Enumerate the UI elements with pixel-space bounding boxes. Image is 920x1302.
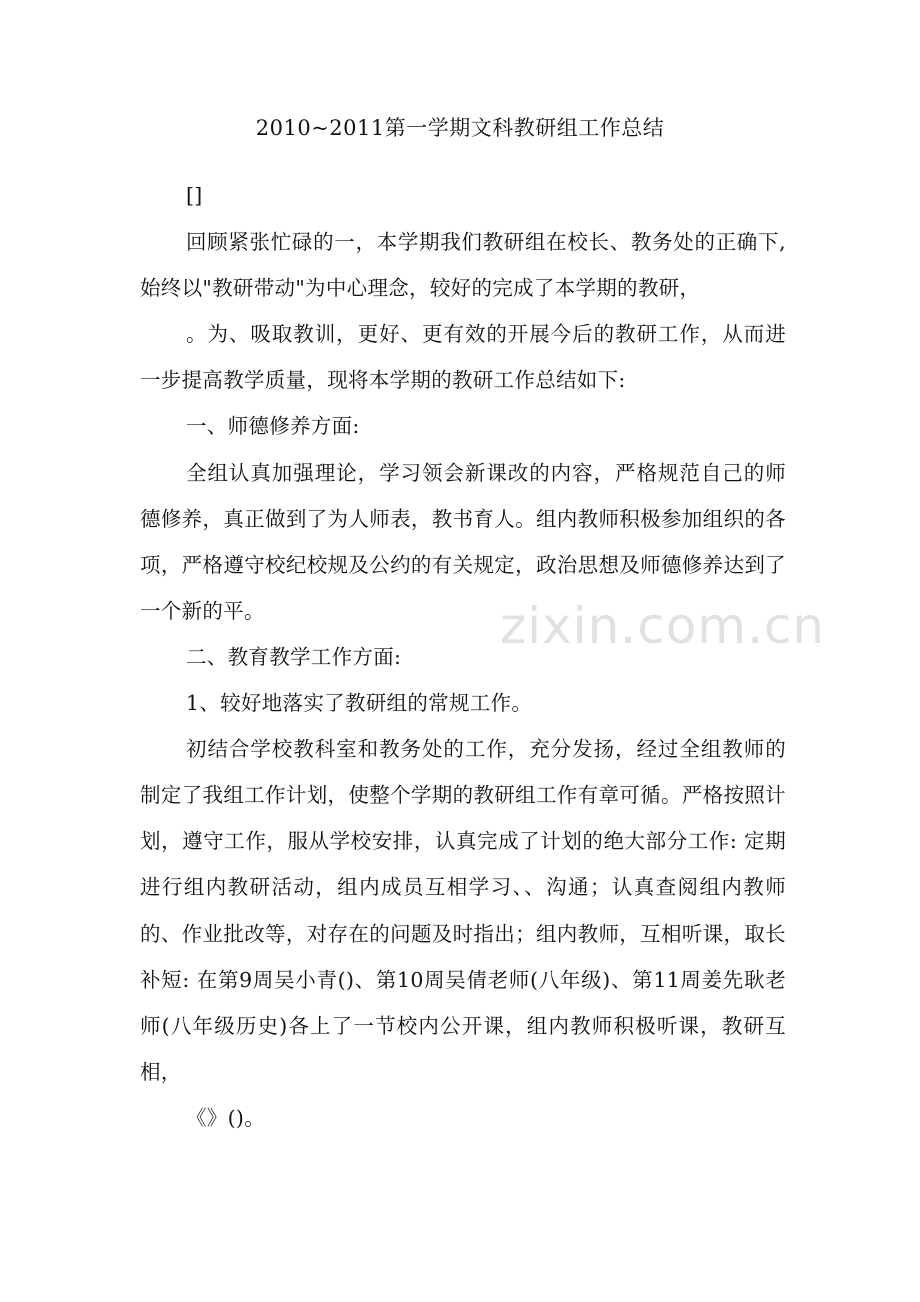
paragraph-ethics: 全组认真加强理论，学习领会新课改的内容，严格规范自己的师德修养，真正做到了为人师表，教书育人。组内教师积极参加组织的各项，严格遵守校纪校规及公约的有关规定，政治思想及师德修养达到了一个新的平。	[140, 460, 786, 623]
subsection-heading-routine: 1、较好地落实了教研组的常规工作。	[186, 691, 533, 716]
section-heading-teaching: 二、教育教学工作方面:	[186, 644, 402, 669]
paragraph-purpose: 。为、吸取教训，更好、更有效的开展今后的教研工作，从而进一步提高教学质量，现将本学期的教研工作总结如下:	[140, 322, 786, 393]
section-heading-ethics: 一、师德修养方面:	[186, 414, 360, 439]
paragraph-review: 回顾紧张忙碌的一，本学期我们教研组在校长、教务处的正确下,始终以"教研带动"为中心理念，较好的完成了本学期的教研，	[140, 230, 786, 301]
paragraph-placeholder: []	[186, 184, 203, 208]
paragraph-routine-work: 初结合学校教科室和教务处的工作，充分发扬，经过全组教师的制定了我组工作计划，使整个学期的教研组工作有章可循。严格按照计划，遵守工作，服从学校安排，认真完成了计划的绝大部分工作: 定期进行组内教研活动，组内成员互相学习、、沟通；认真查阅组内教师的、作业批改等，对存在的问题及时指出；组内教师，互相听课，取长补短: 在第9周吴小青()、第10周吴倩老师(八年级)、第11周姜先耿老师(八年级历史)各上了一节校内公开课，组内教师积极听课，教研互相，	[140, 737, 786, 1084]
document-title: 2010~2011第一学期文科教研组工作总结	[255, 116, 665, 140]
site-watermark: zixin.com.cn	[500, 597, 826, 655]
document-body	[140, 173, 786, 1141]
paragraph-closing-fragment: 《》()。	[186, 1105, 265, 1130]
